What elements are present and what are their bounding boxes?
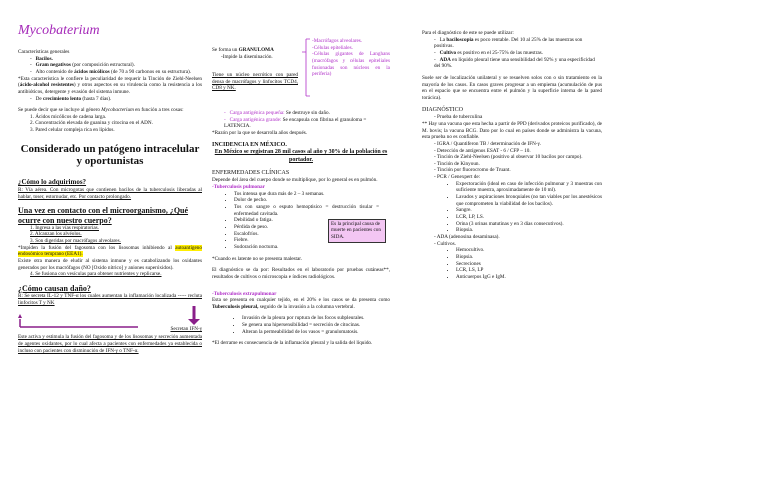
vaccine-note: ** Hay una vacuna que esta hecha a partir de PPD (derivados proteicos purificado), de M. bovis; la vacuna BCG. Dato por lo cual en países donde se administra la vacuna, esta prueba no es confiable. xyxy=(422,120,602,141)
method-item: - Tinción por fluorocromo de Truant. xyxy=(434,167,511,174)
antigen-large: - Carga antigénica grande: Se encapsula con fibrina el granuloma = LATENCIA. xyxy=(224,116,367,130)
test-item: - ADA en líquido pleural tiene una sensibilidad del 92% y una especificidad del 90%. xyxy=(434,56,595,70)
pathogen-heading: Considerado un patógeno intracelular y oportunistas xyxy=(20,142,200,168)
ifn-arrow-icon xyxy=(18,306,202,328)
aids-box: Es la principal causa de muerte en pacientes con SIDA. xyxy=(328,219,386,243)
diagnosis-intro: Para el diagnóstico de este se puede utilizar: xyxy=(422,30,514,36)
clinical-heading: ENFERMEDADES CLÍNICAS xyxy=(212,169,290,176)
diagnosis-note: El diagnóstico se da por: Resultados en el laboratorio por pruebas cutáneas**, resultados de cultivos o microscopia e índices radiológicos. xyxy=(212,267,390,280)
contact-step: 3. Son digeridas por macrófagos alveolares. xyxy=(30,238,121,245)
pleural-list: • Invasión de la pleura por ruptura de los focos subpleurales. • Se genera una hipersensibilidad = secreción de citocinas. • Alteran la permeabilidad de los vasos = granulomatosis. xyxy=(212,315,390,335)
genus-item: 1. Ácidos micólicos de cadena larga. xyxy=(30,113,107,120)
method-item: - PCR / Genexpert de: xyxy=(434,174,481,181)
question-acquire: ¿Cómo lo adquirimos? xyxy=(18,178,87,187)
impede-note: *Impiden la fusión del fagosoma con los lisosomas inhibiendo al autoantígeno endosómico temprano (EEA1). xyxy=(18,244,202,258)
effusion-note: *El derrame es consecuencia de la inflamación pleural y la salida del líquido. xyxy=(212,340,373,347)
ada-item: - ADA (adenosina desaminasa). xyxy=(434,234,500,241)
test-item: - La baciloscopia es poco rentable. Del 10 al 25% de las muestras son positivas. xyxy=(434,36,583,50)
contact-step: 4. Se fusiona con vesículas para obtener nutrientes y replicarse. xyxy=(30,271,162,278)
brace-icon xyxy=(300,38,312,100)
test-item: - Cultivo es positivo en el 25-75% de las muestras. xyxy=(434,49,543,56)
general-item: - Gram negativos (por composición estructural). xyxy=(30,62,135,69)
column-right xyxy=(422,0,602,281)
general-item: - Bacilos. xyxy=(30,55,53,62)
cultures-item: - Cultivos. xyxy=(434,240,456,247)
genus-item: 2. Concentración elevada de guanina y citocina en el ADN. xyxy=(30,120,153,127)
question-damage: ¿Cómo causan daño? xyxy=(18,283,91,293)
general-item: - Alto contenido de ácidos micólicos (de 70 a 90 carbonos en su estructura). xyxy=(30,68,192,75)
column-middle xyxy=(212,0,390,347)
answer-acquire: R: Vía aérea. Con microgotas que contienen bacilos de la tuberculosis liberadas al hablar, toser, estornudar, etc. Por contacto prolongado. xyxy=(18,187,202,200)
extrapulmonary-heading: -Tuberculosis extrapulmonar xyxy=(212,290,277,297)
general-note: *Esta característica le confiere la peculiaridad de requerir la Tinción de Ziehl-Neelsen (ácido-alcohol resistentes) y otros aspectos en su virulencia como la resistencia a los antibióticos, detergente y evasión del sistema inmune. xyxy=(18,75,202,95)
method-item: - IGRA / Quantiferon TB / determinación de IFN-γ. xyxy=(434,140,542,147)
incidence-text: En México se registran 28 mil casos al año y 30% de la población es portador. xyxy=(214,149,388,163)
necrotic-note: Tiene un núcleo necrótico con pared densa de macrófagos y linfocitos TCD4, CD8 y NK. xyxy=(212,72,298,92)
cultures-list: • Hemocultivo. • Biopsia. • Secreciones • LCR, LS, LP • Anticuerpos IgG e IgM. xyxy=(422,247,602,280)
granuloma-block xyxy=(212,38,390,100)
method-item: - Detección de antígenos ESAT - 6 / CFP – 10. xyxy=(434,147,531,154)
contact-step: 2. Alcanzan los alvéolos. xyxy=(30,231,82,238)
genus-item: 3. Pared celular compleja rica en lípidos. xyxy=(30,127,115,134)
granuloma-components: -Macrófagos alveolares. -Células epiteliales. -Células gigantes de Langhans (macrófagos y células epiteliales fusionadas son núcleos en la periferia) xyxy=(312,38,390,78)
granuloma-line: Se forma un GRANULOMA xyxy=(212,47,274,53)
granuloma-impede: -Impide la diseminación. xyxy=(221,54,273,60)
secretan-label: Secretan IFN-γ xyxy=(170,326,202,333)
antigen-small: - Carga antigénica pequeña: Se destruye sin daño. xyxy=(224,110,330,116)
genus-intro: Se puede decir que se incluye al género Mycobacterium en función a tres cosas: xyxy=(18,107,184,114)
incidence-heading: INCIDENCIA EN MÉXICO. xyxy=(212,141,287,148)
extrapulmonary-text: Esta se presenta en cualquier tejido, en el 20% e los casos se da presenta como Tuberculosis pleural, seguido de la invasión a la columna vertebral. xyxy=(212,297,390,310)
evade-note: Existe otra manera de eludir al sistema inmune y es catabolizando los oxidantes generados por los macrófagos (NO [Oxido nítrico] y aniones superóxidos). xyxy=(18,257,202,271)
question-contact: Una vez en contacto con el microorganismo, ¿Qué ocurre con nuestro cuerpo? xyxy=(18,206,189,225)
tuberculin-item: - Prueba de tuberculina xyxy=(434,114,483,121)
general-item: - De crecimiento lento (hasta 7 días). xyxy=(30,95,112,102)
method-item: - Tinción de Kinyoun. xyxy=(434,160,480,167)
general-label: Características generales xyxy=(18,48,70,55)
pulmonary-heading: -Tuberculosis pulmonar xyxy=(212,183,265,190)
pcr-list: • Expectoración (ideal en caso de infección pulmonar y 3 muestras con suficiente muestra, aproximadamente de 10 ml). • Lavados y aspiraciones bronquiales (no tan viables por los anestésicos que comprometen la viabilidad de los bacilos). • Sangre. • LCR, LP, LS. • Orina (3 orinas matutinas y en 3 días consecutivos). • Biopsia. xyxy=(422,181,602,234)
column-left xyxy=(18,0,202,354)
eea1-highlight: autoantígeno endosómico temprano (EEA1). xyxy=(18,244,202,258)
resolve-note: Suele ser de localización unilateral y se resuelven solos con o sin tratamiento en la mayoría de los casos. En casos graves progresar a un empiema (acumulación de pus en el espacio que se encuentra entre el pulmón y la superficie interna de la pared torácica). xyxy=(422,74,602,101)
pulmonary-symptoms: • Tos intensa que dura más de 2 – 3 semanas. • Dolor de pecho. • Tos con sangre o esputo hemoptisico = destrucción tisular = enfermedad cavitada. • Debilidad o fatiga. • Pérdida de peso. • Escalofríos. • Fiebre. • Sudoración nocturna. xyxy=(212,191,379,251)
reason-note: *Razón por la que se desarrolla años después. xyxy=(212,129,308,136)
pulmonary-block xyxy=(212,191,390,251)
ifn-arrow-block xyxy=(18,306,202,333)
contact-step: 1. Ingresa a las vías respiratorias. xyxy=(30,224,99,231)
diagnosis-heading: DIAGNÓSTICO xyxy=(422,106,463,113)
page-title: Mycobaterium xyxy=(18,23,100,38)
latent-note: *Cuando es latente no se presenta malestar. xyxy=(212,255,303,262)
method-item: - Tinción de Ziehl-Neelsen (positivo al observar 10 bacilos por campo). xyxy=(434,154,583,161)
activation-note: Este activa y estimula la fusión del fagosoma y de los lisosomas y secreción aumentada de agentes oxidantes, por lo cual afecta a pacientes con enfermedades ya establecida o incluso con pacientes con disminución de IFN-γ o TNF-α. xyxy=(18,334,202,354)
clinical-text: Depende del área del cuerpo donde se multiplique, por lo general es en pulmón. xyxy=(212,177,378,184)
answer-damage: R: Se secreta IL-12 y TNF-α los cuales aumentan la inflamación localizada ----- recluta linfocitos T y NK xyxy=(18,293,202,306)
